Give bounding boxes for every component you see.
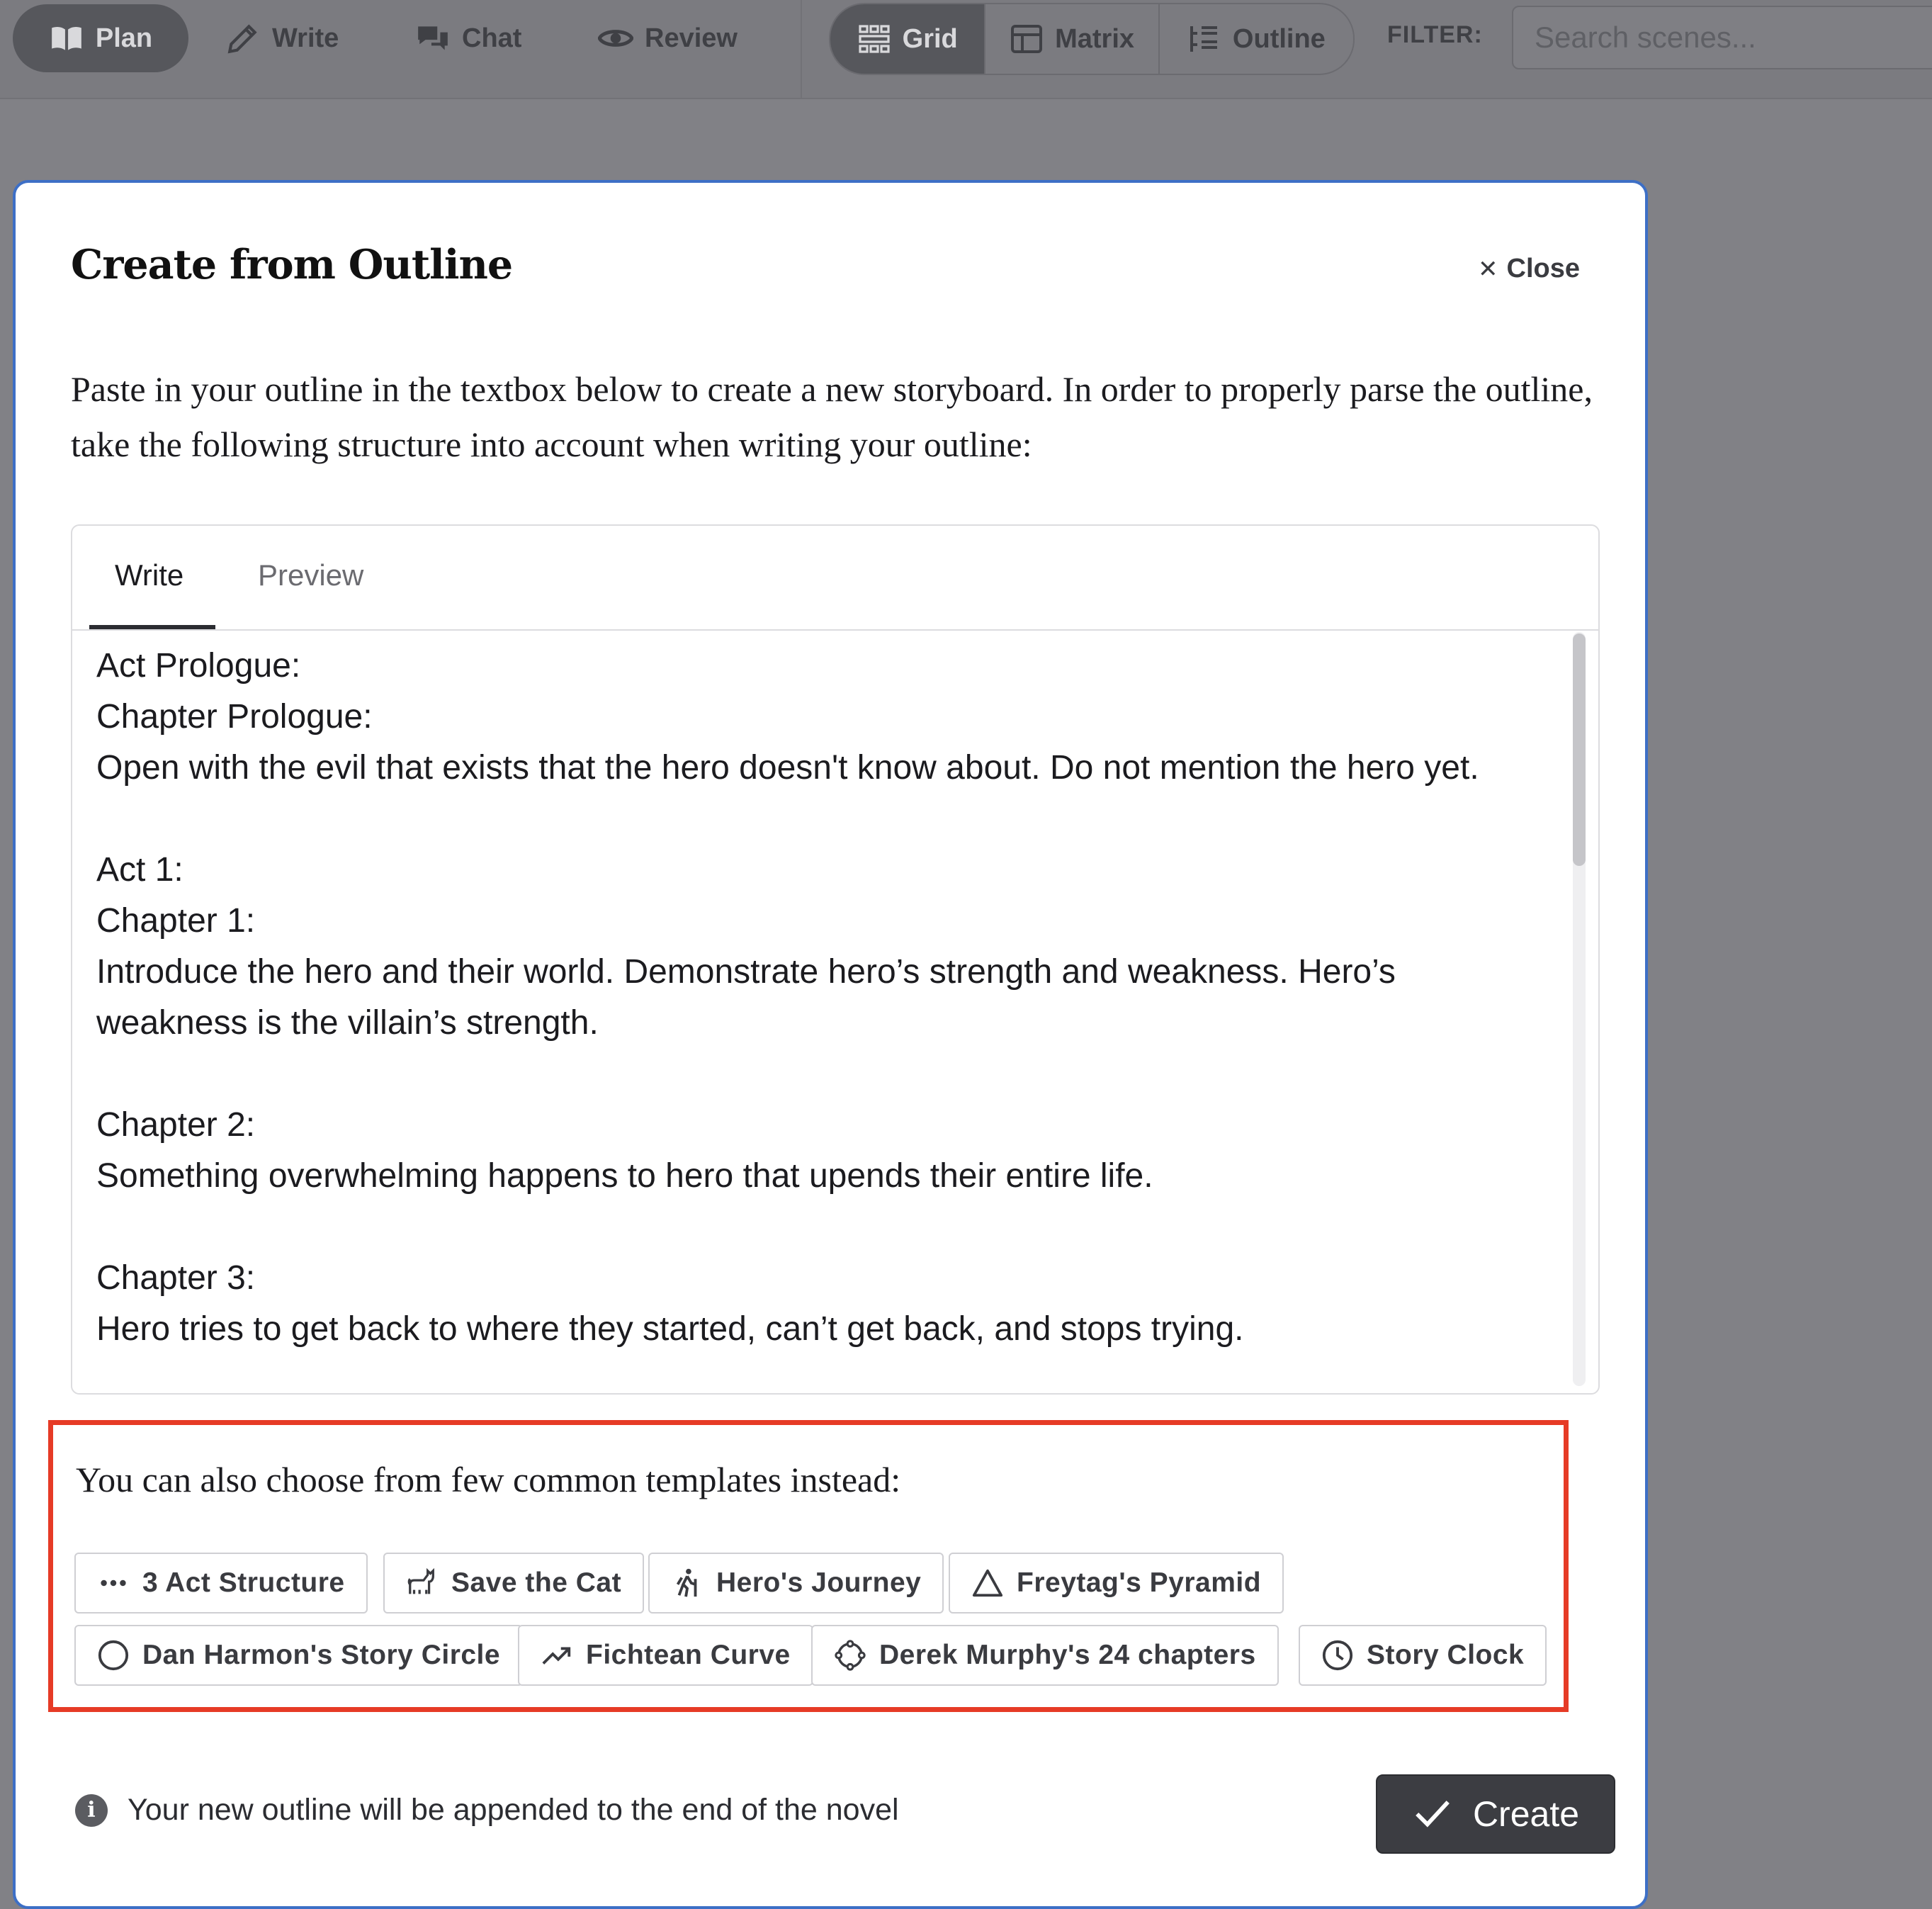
templates-section (48, 1420, 1569, 1712)
close-icon: ✕ (1478, 255, 1498, 283)
template-dan-harmons-story-circle-button[interactable] (74, 1625, 523, 1686)
checkmark-icon (1412, 1793, 1453, 1835)
append-note (75, 1793, 899, 1828)
grid-icon (857, 22, 891, 56)
view-outline-button[interactable] (1160, 4, 1353, 74)
triangle-icon (971, 1567, 1004, 1599)
editor-scrollbar[interactable] (1573, 632, 1586, 1386)
template-label: Dan Harmon's Story Circle (142, 1640, 501, 1670)
outline-textarea[interactable]: Act Prologue: Chapter Prologue: Open with the evil that exists that the hero doesn't know about. Do not mention the hero yet. Act 1: Chapter 1: Introduce the hero and their world. Demonstrate hero’s strength and weakness. Hero’s weakness is the villain’s strength. Chapter 2: Something overwhelming happens to hero that upends their entire life. Chapter 3: Hero tries to get back to where they started, can’t get back, and stops trying. (96, 647, 1479, 1348)
view-matrix-button[interactable] (985, 4, 1159, 74)
modal-title: Create from Outline (71, 241, 513, 288)
create-button[interactable] (1376, 1774, 1615, 1854)
view-label: Matrix (1055, 23, 1135, 54)
templates-label: You can also choose from few common templates instead: (76, 1460, 901, 1499)
template-label: 3 Act Structure (142, 1567, 345, 1598)
trend-up-icon (541, 1639, 573, 1672)
template-derek-murphys-24-chapters-button[interactable] (811, 1625, 1279, 1686)
mode-review-button[interactable] (598, 4, 738, 72)
template-label: Freytag's Pyramid (1017, 1567, 1262, 1598)
mode-label: Plan (95, 23, 153, 53)
template-3-act-structure-button[interactable] (74, 1553, 368, 1614)
cat-icon (406, 1567, 439, 1599)
template-label: Story Clock (1367, 1640, 1525, 1670)
active-tab-indicator (89, 625, 215, 629)
mode-label: Review (645, 23, 738, 53)
template-label: Fichtean Curve (586, 1640, 791, 1670)
template-save-the-cat-button[interactable] (383, 1553, 644, 1614)
mode-plan-button[interactable] (13, 4, 188, 72)
template-label: Derek Murphy's 24 chapters (879, 1640, 1256, 1670)
filter-label: FILTER: (1387, 21, 1483, 48)
view-switcher (829, 3, 1355, 75)
matrix-icon (1010, 22, 1044, 56)
template-fichtean-curve-button[interactable] (518, 1625, 813, 1686)
clock-icon (1321, 1639, 1354, 1672)
tab-write[interactable]: Write (115, 558, 184, 592)
tab-preview[interactable]: Preview (258, 558, 364, 592)
eye-icon (598, 21, 633, 56)
outline-editor (71, 524, 1600, 1395)
mode-write-button[interactable] (225, 4, 339, 72)
append-note-text: Your new outline will be appended to the end of the novel (128, 1793, 899, 1827)
circle-icon (97, 1639, 130, 1672)
modal-description: Paste in your outline in the textbox below to create a new storyboard. In order to properly parse the outline, take the following structure into account when writing your outline: (71, 369, 1593, 464)
hiker-icon (671, 1567, 704, 1599)
view-grid-button[interactable] (830, 4, 985, 74)
mode-chat-button[interactable] (415, 4, 521, 72)
mode-label: Chat (462, 23, 522, 53)
chat-icon (415, 21, 451, 56)
pencil-icon (225, 21, 261, 56)
view-label: Outline (1232, 23, 1326, 54)
ellipsis-icon (97, 1567, 130, 1599)
toolbar-divider (801, 0, 802, 98)
template-freytags-pyramid-button[interactable] (949, 1553, 1284, 1614)
cycle-icon (834, 1639, 866, 1672)
close-button[interactable] (1478, 254, 1580, 284)
book-icon (49, 21, 84, 56)
outline-icon (1187, 22, 1221, 56)
scrollbar-thumb[interactable] (1573, 633, 1586, 866)
template-heros-journey-button[interactable] (648, 1553, 944, 1614)
mode-label: Write (272, 23, 339, 53)
editor-tabs (72, 526, 1598, 631)
close-label: Close (1506, 254, 1580, 283)
template-label: Hero's Journey (716, 1567, 922, 1598)
top-toolbar (0, 0, 1932, 99)
create-label: Create (1472, 1794, 1580, 1834)
search-scenes-input[interactable] (1512, 6, 1932, 69)
view-label: Grid (902, 23, 958, 54)
template-story-clock-button[interactable] (1299, 1625, 1547, 1686)
template-label: Save the Cat (451, 1567, 622, 1598)
info-icon: i (75, 1794, 108, 1827)
create-from-outline-modal (13, 180, 1648, 1909)
